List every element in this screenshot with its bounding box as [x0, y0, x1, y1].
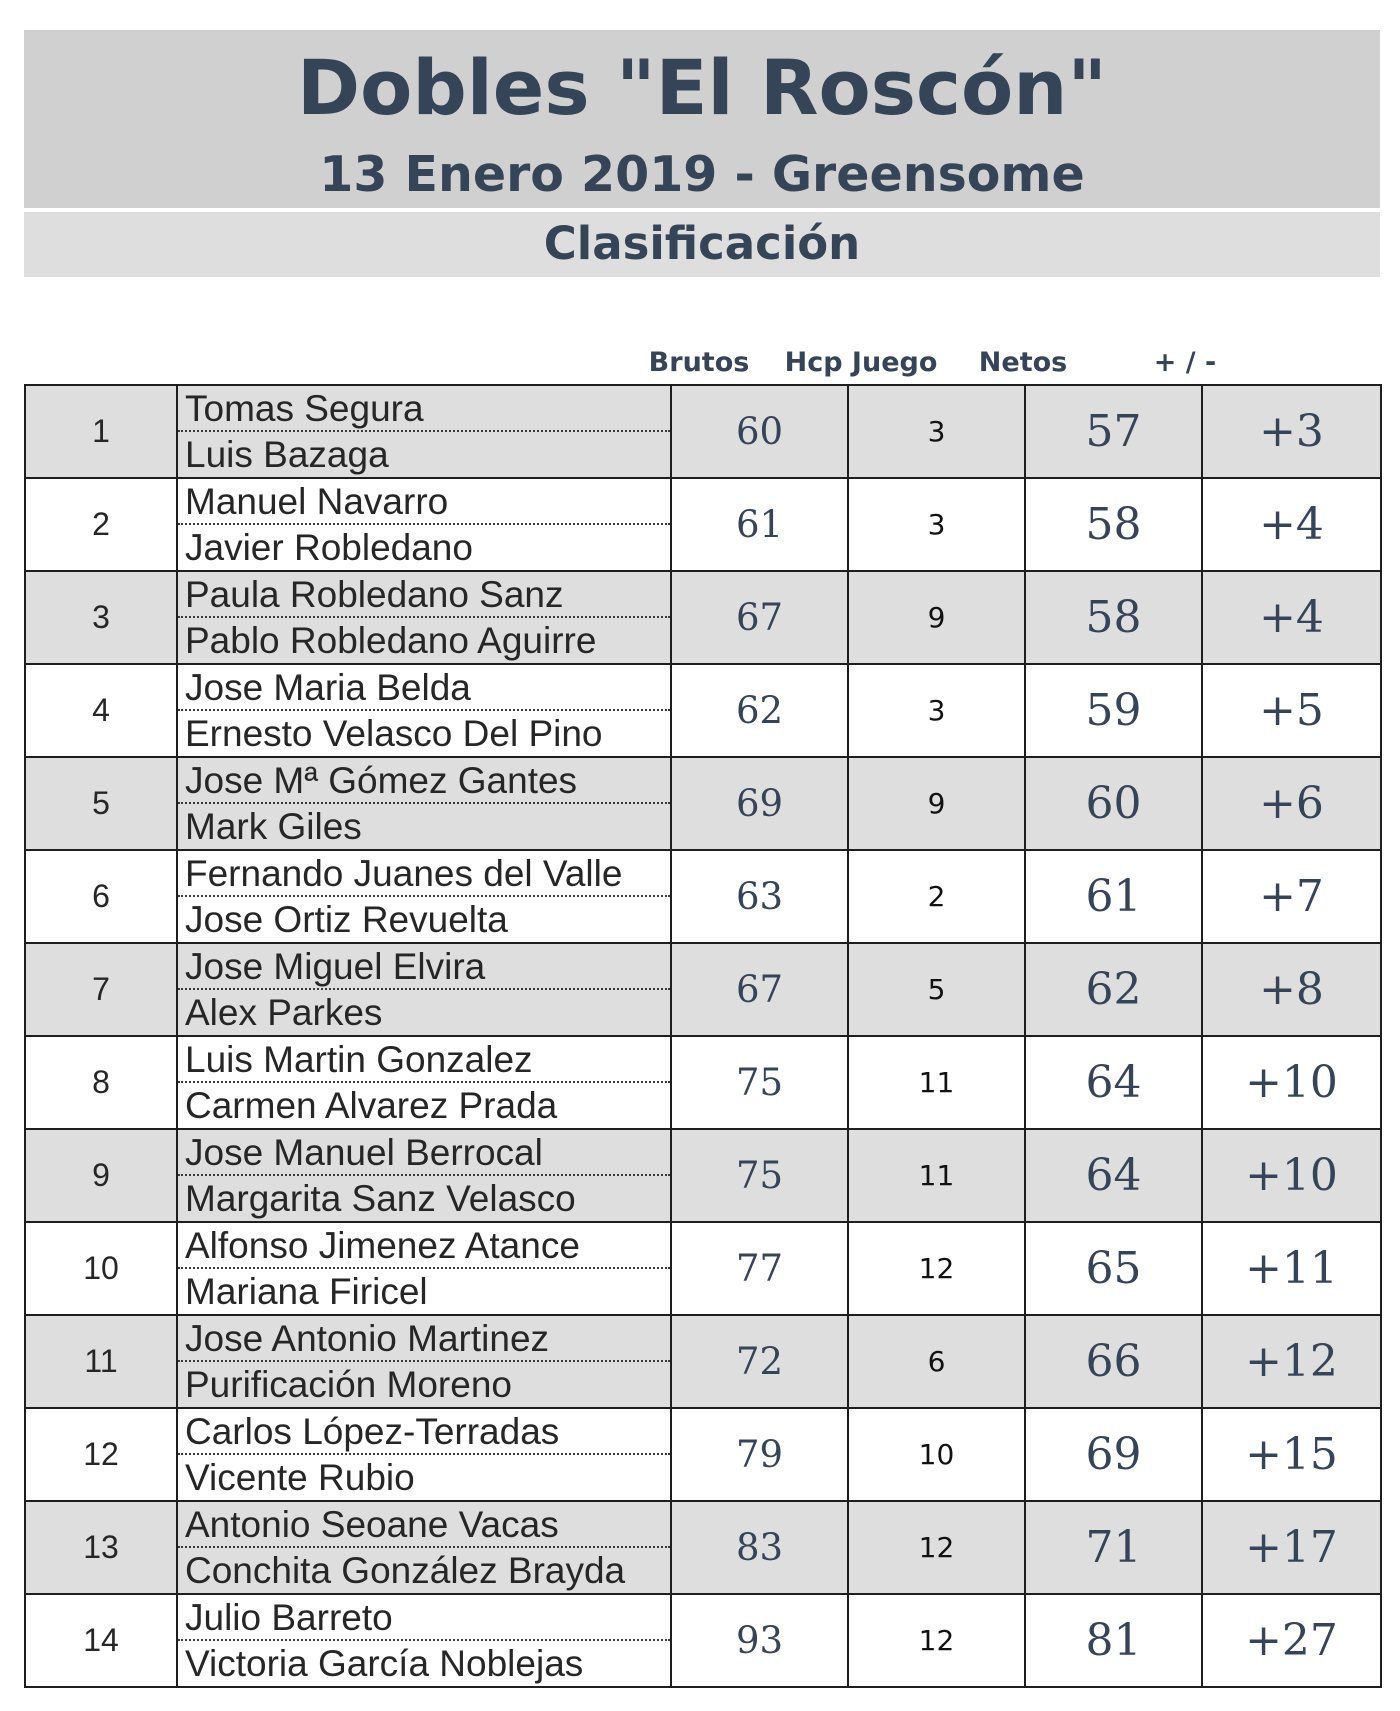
- table-row: [25, 1222, 1381, 1315]
- players-cell: [177, 1408, 671, 1501]
- brutos-cell: 60: [671, 385, 848, 478]
- player-2-name: Carmen Alvarez Prada: [185, 1085, 558, 1126]
- netos-cell: 60: [1025, 757, 1202, 850]
- brutos-cell: 79: [671, 1408, 848, 1501]
- diff-cell: +27: [1202, 1594, 1381, 1687]
- position-cell: 12: [25, 1408, 177, 1501]
- position-cell: 4: [25, 664, 177, 757]
- player-1-name: Luis Martin Gonzalez: [178, 1037, 670, 1083]
- hcp-cell: 3: [848, 478, 1025, 571]
- brutos-cell: 75: [671, 1036, 848, 1129]
- brutos-cell: 62: [671, 664, 848, 757]
- hcp-cell: 9: [848, 757, 1025, 850]
- netos-cell: 58: [1025, 571, 1202, 664]
- players-cell: [177, 478, 671, 571]
- brutos-cell: 69: [671, 757, 848, 850]
- hcp-cell: 3: [848, 385, 1025, 478]
- hcp-cell: 2: [848, 850, 1025, 943]
- player-2-name: Victoria García Noblejas: [185, 1643, 584, 1684]
- diff-cell: +3: [1202, 385, 1381, 478]
- position-cell: 3: [25, 571, 177, 664]
- players-cell: [177, 1594, 671, 1687]
- brutos-cell: 83: [671, 1501, 848, 1594]
- diff-cell: +7: [1202, 850, 1381, 943]
- table-row: [25, 1129, 1381, 1222]
- diff-cell: +15: [1202, 1408, 1381, 1501]
- table-row: [25, 664, 1381, 757]
- table-row: [25, 1594, 1381, 1687]
- player-1-name: Tomas Segura: [178, 386, 670, 432]
- table-row: [25, 385, 1381, 478]
- diff-cell: +6: [1202, 757, 1381, 850]
- player-2-name: Purificación Moreno: [185, 1364, 512, 1405]
- player-1-name: Julio Barreto: [178, 1595, 670, 1641]
- hcp-cell: 10: [848, 1408, 1025, 1501]
- position-cell: 14: [25, 1594, 177, 1687]
- netos-cell: 57: [1025, 385, 1202, 478]
- hcp-cell: 9: [848, 571, 1025, 664]
- position-cell: 6: [25, 850, 177, 943]
- section-title: Clasificación: [543, 217, 861, 270]
- brutos-cell: 72: [671, 1315, 848, 1408]
- results-body: [25, 385, 1381, 1687]
- players-cell: [177, 1501, 671, 1594]
- position-cell: 13: [25, 1501, 177, 1594]
- column-header-diff: + / -: [1153, 347, 1217, 378]
- brutos-cell: 61: [671, 478, 848, 571]
- column-header-netos: Netos: [978, 347, 1068, 378]
- diff-cell: +10: [1202, 1129, 1381, 1222]
- player-2-name: Mariana Firicel: [185, 1271, 428, 1312]
- player-2-name: Margarita Sanz Velasco: [185, 1178, 576, 1219]
- players-cell: [177, 1222, 671, 1315]
- player-1-name: Jose Antonio Martinez: [178, 1316, 670, 1362]
- player-1-name: Jose Mª Gómez Gantes: [178, 758, 670, 804]
- player-1-name: Manuel Navarro: [178, 479, 670, 525]
- player-2-name: Vicente Rubio: [185, 1457, 415, 1498]
- diff-cell: +5: [1202, 664, 1381, 757]
- netos-cell: 61: [1025, 850, 1202, 943]
- page-title: Dobles "El Roscón": [297, 43, 1107, 132]
- brutos-cell: 93: [671, 1594, 848, 1687]
- players-cell: [177, 1315, 671, 1408]
- diff-cell: +17: [1202, 1501, 1381, 1594]
- player-1-name: Fernando Juanes del Valle: [178, 851, 670, 897]
- table-row: [25, 571, 1381, 664]
- brutos-cell: 77: [671, 1222, 848, 1315]
- brutos-cell: 67: [671, 571, 848, 664]
- hcp-cell: 3: [848, 664, 1025, 757]
- players-cell: [177, 1036, 671, 1129]
- diff-cell: +10: [1202, 1036, 1381, 1129]
- hcp-cell: 5: [848, 943, 1025, 1036]
- table-row: [25, 478, 1381, 571]
- brutos-cell: 75: [671, 1129, 848, 1222]
- netos-cell: 64: [1025, 1036, 1202, 1129]
- diff-cell: +12: [1202, 1315, 1381, 1408]
- diff-cell: +4: [1202, 478, 1381, 571]
- player-2-name: Pablo Robledano Aguirre: [185, 620, 597, 661]
- netos-cell: 65: [1025, 1222, 1202, 1315]
- position-cell: 2: [25, 478, 177, 571]
- position-cell: 11: [25, 1315, 177, 1408]
- players-cell: [177, 943, 671, 1036]
- column-headers: [24, 341, 1380, 385]
- hcp-cell: 12: [848, 1594, 1025, 1687]
- column-header-brutos: Brutos: [648, 347, 750, 378]
- position-cell: 9: [25, 1129, 177, 1222]
- hcp-cell: 11: [848, 1036, 1025, 1129]
- diff-cell: +11: [1202, 1222, 1381, 1315]
- position-cell: 8: [25, 1036, 177, 1129]
- players-cell: [177, 385, 671, 478]
- netos-cell: 71: [1025, 1501, 1202, 1594]
- hcp-cell: 12: [848, 1501, 1025, 1594]
- column-header-hcp: Hcp Juego: [784, 347, 938, 378]
- table-row: [25, 1408, 1381, 1501]
- position-cell: 10: [25, 1222, 177, 1315]
- netos-cell: 64: [1025, 1129, 1202, 1222]
- table-row: [25, 1501, 1381, 1594]
- player-1-name: Jose Miguel Elvira: [178, 944, 670, 990]
- results-table: [24, 384, 1382, 1688]
- player-1-name: Carlos López-Terradas: [178, 1409, 670, 1455]
- players-cell: [177, 1129, 671, 1222]
- netos-cell: 66: [1025, 1315, 1202, 1408]
- diff-cell: +8: [1202, 943, 1381, 1036]
- netos-cell: 58: [1025, 478, 1202, 571]
- position-cell: 1: [25, 385, 177, 478]
- table-row: [25, 757, 1381, 850]
- player-1-name: Antonio Seoane Vacas: [178, 1502, 670, 1548]
- player-1-name: Jose Manuel Berrocal: [178, 1130, 670, 1176]
- brutos-cell: 63: [671, 850, 848, 943]
- players-cell: [177, 757, 671, 850]
- table-row: [25, 943, 1381, 1036]
- hcp-cell: 6: [848, 1315, 1025, 1408]
- player-2-name: Conchita González Brayda: [185, 1550, 626, 1591]
- page-subtitle: 13 Enero 2019 - Greensome: [319, 146, 1085, 203]
- netos-cell: 62: [1025, 943, 1202, 1036]
- hcp-cell: 11: [848, 1129, 1025, 1222]
- player-2-name: Javier Robledano: [185, 527, 473, 568]
- netos-cell: 59: [1025, 664, 1202, 757]
- player-1-name: Jose Maria Belda: [178, 665, 670, 711]
- player-2-name: Mark Giles: [185, 806, 362, 847]
- diff-cell: +4: [1202, 571, 1381, 664]
- player-2-name: Jose Ortiz Revuelta: [185, 899, 508, 940]
- player-1-name: Paula Robledano Sanz: [178, 572, 670, 618]
- table-row: [25, 1036, 1381, 1129]
- position-cell: 7: [25, 943, 177, 1036]
- player-1-name: Alfonso Jimenez Atance: [178, 1223, 670, 1269]
- brutos-cell: 67: [671, 943, 848, 1036]
- table-row: [25, 1315, 1381, 1408]
- table-row: [25, 850, 1381, 943]
- player-2-name: Ernesto Velasco Del Pino: [185, 713, 603, 754]
- netos-cell: 69: [1025, 1408, 1202, 1501]
- players-cell: [177, 850, 671, 943]
- netos-cell: 81: [1025, 1594, 1202, 1687]
- player-2-name: Alex Parkes: [185, 992, 383, 1033]
- hcp-cell: 12: [848, 1222, 1025, 1315]
- players-cell: [177, 571, 671, 664]
- position-cell: 5: [25, 757, 177, 850]
- players-cell: [177, 664, 671, 757]
- player-2-name: Luis Bazaga: [185, 434, 389, 475]
